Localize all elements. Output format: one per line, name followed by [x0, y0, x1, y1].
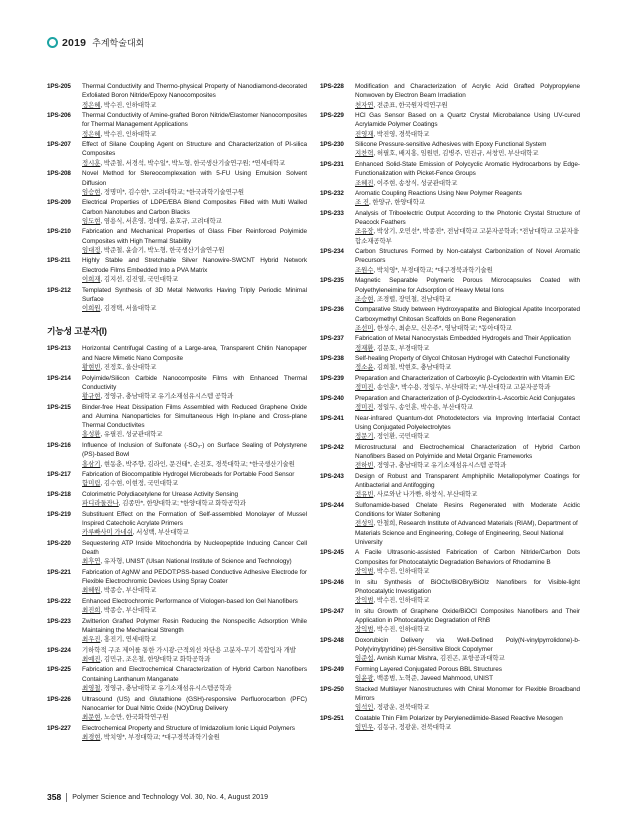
presenting-author: 최문현 [82, 714, 101, 722]
program-entry [47, 82, 307, 110]
entry-authors: 조혜진, 이주현, 송창식, 성균관대학교 [355, 179, 458, 187]
program-entry [47, 227, 307, 255]
entry-body [355, 636, 580, 664]
entry-body [82, 646, 307, 665]
entry-title: Sulfonamide-based Chelate Resins Regenerated with Moderate Acidic Conditions for Water Softening [355, 501, 580, 519]
entry-title: Fabrication of Biocompatible Hydrogel Microbeads for Portable Food Sensor [82, 471, 295, 479]
program-entry [47, 470, 307, 489]
presenting-author: 조원수 [355, 266, 374, 274]
presenting-author: 임준섭 [355, 655, 374, 663]
entry-body [355, 209, 580, 246]
entry-authors: 임윤광, 백종범, 노혁준, Javeed Mahmood, UNIST [355, 675, 493, 683]
program-entry [320, 607, 580, 635]
presenting-author: 장익범 [355, 568, 374, 576]
presenting-author: 조선미 [355, 324, 374, 332]
entry-body [355, 247, 580, 275]
entry-authors: 임승현, 정명미*, 김수현*, 고려대학교; *한국과학기술연구원 [82, 188, 244, 196]
program-entry [320, 443, 580, 471]
presenting-author: 임석인 [355, 704, 374, 712]
entry-authors: 지찬혁, 허필호, 배지홍, 임원빈, 김병주, 민진규, 서창민, 부산대학교 [355, 150, 539, 158]
entry-code: 1PS-244 [320, 501, 344, 509]
entry-body [82, 441, 307, 469]
entry-authors: 최우진, 홍진기, 연세대학교 [82, 636, 157, 644]
entry-authors: 최문현, 노승만, 한국화학연구원 [82, 714, 169, 722]
entry-code: 1PS-226 [47, 695, 71, 703]
entry-body [355, 714, 580, 733]
presenting-author: 정은혜 [82, 101, 101, 109]
presenting-author: 정미진 [355, 384, 374, 392]
program-entry [320, 501, 580, 547]
entry-code: 1PS-247 [320, 607, 344, 615]
entry-code: 1PS-248 [320, 636, 344, 644]
entry-authors: 최진희, 박종승, 부산대학교 [82, 607, 157, 615]
entry-body [355, 501, 580, 547]
entry-body [82, 665, 307, 693]
entry-body [82, 169, 307, 197]
entry-code: 1PS-243 [320, 472, 344, 480]
entry-code: 1PS-214 [47, 374, 71, 382]
page-number: 358 [47, 792, 62, 802]
entry-body [82, 344, 307, 372]
header-title: 추계학술대회 [92, 38, 145, 48]
program-entry [47, 374, 307, 402]
presenting-author: 함미림 [82, 480, 101, 488]
entry-code: 1PS-208 [47, 170, 71, 178]
entry-title: Self-healing Property of Glycol Chitosan Hydrogel with Catechol Functionality [355, 355, 570, 363]
presenting-author: 최혜원 [82, 587, 101, 595]
entry-body [82, 539, 307, 567]
entry-title: Forming Layered Conjugated Porous BBL Structures [355, 665, 502, 673]
entry-body [82, 111, 307, 139]
program-entry [320, 160, 580, 188]
entry-title: Coatable Thin Film Polarizer by Perylenediimide-Based Reactive Mesogen [355, 714, 563, 722]
entry-authors: 임도현, 염용식, 서흔영, 정대영, 윤호규, 고려대학교 [82, 217, 222, 225]
entry-title: Electrical Properties of LDPE/EBA Blend Composites Filled with Multi Walled Carbon Nanotubes and Carbon Blacks [82, 199, 307, 216]
entry-body [355, 472, 580, 500]
entry-body [355, 111, 580, 139]
entry-title: Doxorubicin Delivery via Well-Defined Poly(N-vinylpyrrolidone)-b-Poly(vinylpyridine) pH-Sensitive Block Copolymer [355, 636, 580, 653]
entry-title: In situ Growth of Graphene Oxide/BiOCl Composites Nanofibers and Their Application in Photocatalytic Degradation of RhB [355, 607, 580, 624]
entry-code: 1PS-232 [320, 190, 344, 198]
entry-body [82, 403, 307, 440]
entry-authors: 카루빠사미 가네쉬, 서성백, 부산대학교 [82, 529, 189, 537]
entry-code: 1PS-237 [320, 335, 344, 343]
entry-authors: 홍삼기, 현동춘, 박주향, 김라인, 문건태*, 손진호, 경북대학교; *한국생산기술원 [82, 460, 295, 468]
program-entry [47, 344, 307, 372]
presenting-author: 지찬혁 [355, 150, 374, 158]
program-entry [47, 617, 307, 645]
entry-authors: 최경현, 박치영*, 부경대학교; *대구경북과학기술원 [82, 733, 220, 741]
entry-title: Near-infrared Quantum-dot Photodetectors via Improving Interfacial Contact Using Conjugated Polyelectrolytes [355, 414, 580, 431]
presenting-author: 최예진 [82, 656, 101, 663]
entry-title: Electrochemical Property and Structure of Imidazolium Ionic Liquid Polymers [82, 724, 295, 732]
presenting-author: 정미진 [355, 404, 374, 412]
entry-code: 1PS-234 [320, 248, 344, 256]
entry-title: Microstructural and Electrochemical Characterization of Hybrid Carbon Nanofibers Based on Polyimide and Metal Organic Frameworks [355, 443, 580, 460]
entry-code: 1PS-212 [47, 286, 71, 294]
entry-authors: 정문기, 정인환, 국민대학교 [355, 433, 430, 441]
entry-title: A Facile Ultrasonic-assisted Fabrication of Carbon Nitride/Carbon Dots Composites for Photocatalytic Degradation Behaviors of Rhodamine B [355, 549, 580, 566]
program-entry [47, 665, 307, 693]
entry-title: Effect of Silane Coupling Agent on Structure and Characterization of PI-silica Composites [82, 141, 307, 158]
footer-divider [66, 793, 67, 802]
entry-body [82, 140, 307, 168]
program-entry [47, 510, 307, 538]
entry-authors: 정시훈, 박준철, 서경석, 박수일*, 박노형, 한국생산기술연구원; *연세대학교 [82, 159, 286, 167]
entry-body [355, 607, 580, 635]
entry-code: 1PS-224 [47, 646, 71, 654]
entry-body [82, 568, 307, 596]
presenting-author: 최영철 [82, 685, 101, 693]
entry-code: 1PS-246 [320, 578, 344, 586]
entry-body [355, 665, 580, 684]
entry-code: 1PS-211 [47, 257, 71, 265]
entry-body [82, 256, 307, 284]
presenting-author: 정문기 [355, 433, 374, 441]
program-entry [320, 334, 580, 353]
presenting-author: 최우진 [82, 636, 101, 644]
entry-code: 1PS-218 [47, 490, 71, 498]
presenting-author: 임대정 [82, 246, 101, 254]
entry-body [82, 286, 307, 314]
entry-authors: 임석인, 정광운, 전북대학교 [355, 704, 430, 712]
entry-body [82, 597, 307, 616]
entry-code: 1PS-219 [47, 510, 71, 518]
entry-authors: 전성익, 안철희, Research Institute of Advanced Materials (RIAM), Department of Materials Science and Engineering, College of Engineering, Seoul National University [355, 520, 578, 546]
entry-authors: 정은혜, 박수진, 인하대학교 [82, 130, 157, 138]
entry-title: Silicone Pressure-sensitive Adhesives with Epoxy Functional System [355, 141, 547, 149]
entry-authors: 천자연, 전준표, 한국원자력연구원 [355, 101, 448, 109]
program-entry [47, 490, 307, 509]
entry-code: 1PS-225 [47, 666, 71, 674]
entry-authors: 최혜원, 박종승, 부산대학교 [82, 587, 157, 595]
entry-title: Thermal Conductivity of Amine-grafted Boron Nitride/Elastomer Nanocomposites for Thermal Management Applications [82, 112, 307, 129]
program-entry [320, 685, 580, 713]
program-entry [320, 209, 580, 246]
entry-authors: 최예진, 김민규, 조은철, 한양대학교 화학공학과 [82, 656, 211, 663]
program-entry [320, 548, 580, 576]
entry-code: 1PS-233 [320, 209, 344, 217]
program-entry [320, 354, 580, 373]
entry-title: Fabrication and Electrochemical Characterization of Hybrid Carbon Nanofibers Containing Lanthanum Manganate [82, 666, 307, 683]
entry-code: 1PS-213 [47, 345, 71, 353]
entry-title: Thermal Conductivity and Thermo-physical Property of Nanodiamond-decorated Exfoliated Boron Nitride/Epoxy Nanocomposites [82, 83, 307, 100]
entry-code: 1PS-241 [320, 414, 344, 422]
entry-code: 1PS-217 [47, 471, 71, 479]
entry-code: 1PS-242 [320, 443, 344, 451]
entry-code: 1PS-229 [320, 112, 344, 120]
presenting-author: 정재환 [355, 344, 374, 352]
entry-title: Comparative Study between Hydroxyapatite and Biological Apatite Incorporated Carboxymethyl Chitosan Scaffolds on Bone Regeneration [355, 306, 580, 323]
presenting-author: 조유장 [355, 228, 374, 236]
program-entry [47, 111, 307, 139]
entry-code: 1PS-222 [47, 597, 71, 605]
entry-title: Ultrasound (US) and Glutathione (GSH)-responsive Perfluorocarbon (PFC) Nanocarrier for Dual Nitric Oxide (NO)/Drug Delivery [82, 695, 307, 712]
entry-body [82, 227, 307, 255]
entry-code: 1PS-231 [320, 160, 344, 168]
entry-body [355, 140, 580, 159]
presenting-author: 홍삼기 [82, 460, 101, 468]
program-entry [47, 597, 307, 616]
entry-body [82, 490, 307, 509]
program-entry [320, 140, 580, 159]
entry-code: 1PS-209 [47, 199, 71, 207]
program-entry [320, 276, 580, 304]
program-entry [320, 305, 580, 333]
program-entry [47, 646, 307, 665]
entry-code: 1PS-220 [47, 539, 71, 547]
entry-title: Fabrication and Mechanical Properties of Glass Fiber Reinforced Polyimide Composites with High Thermal Stability [82, 228, 307, 245]
entry-title: Highly Stable and Stretchable Silver Nanowire-SWCNT Hybrid Network Electrode Films Embedded Into a PVA Matrix [82, 257, 307, 274]
entry-authors: 황현빈, 진정호, 울산대학교 [82, 364, 157, 372]
program-entry [320, 247, 580, 275]
entry-title: Horizontal Centrifugal Casting of a Large-area, Transparent Chitin Nanopaper and Nacre Mimetic Nano Composite [82, 345, 307, 362]
entry-authors: 전유빈, 사로와난 나가빤, 하창식, 부산대학교 [355, 491, 478, 499]
entry-body [82, 695, 307, 723]
entry-authors: 조승현, 조경렬, 장민철, 전남대학교 [355, 295, 452, 303]
presenting-author: 임도현 [82, 217, 101, 225]
entry-authors: 조유장, 박상기, 오민선*, 박종진*, 전남대학교 고분자공학과; *전남대학교 고분자융합소재공학부 [355, 228, 579, 245]
entry-authors: 황규현, 정영규, 충남대학교 유기소재섬유시스템 공학과 [82, 393, 234, 401]
entry-body [355, 160, 580, 188]
left-column [47, 82, 307, 743]
entry-title: Modification and Characterization of Acrylic Acid Grafted Polypropylene Nonwoven by Electron Beam Irradiation [355, 83, 580, 100]
presenting-author: 임민우 [355, 723, 374, 731]
entry-body [355, 276, 580, 304]
entry-title: Fabrication of Metal Nanocrystals Embedded Hydrogels and Their Application [355, 335, 571, 343]
entry-code: 1PS-239 [320, 374, 344, 382]
program-entry [47, 256, 307, 284]
presenting-author: 파디라둘잔나 [82, 500, 119, 508]
entry-code: 1PS-223 [47, 617, 71, 625]
program-entry [47, 140, 307, 168]
entry-body [82, 470, 307, 489]
entry-title: Design of Robust and Transparent Amphiphilic Metallopolymer Coatings for Antibacterial and Antifogging [355, 472, 580, 489]
entry-authors: 임대정, 박준철, 윤슬기, 박노형, 한국생산기술연구원 [82, 246, 225, 254]
entry-authors: 이희재, 김지선, 김진열, 국민대학교 [82, 276, 179, 284]
entry-title: Preparation and Characterization of β-Cyclodextrin-L-Ascorbic Acid Conjugates [355, 394, 576, 402]
entry-title: Zwitterion Grafted Polymer Resin Reducing the Nonspecific Adsorption While Maintaining the Mechanical Strength [82, 617, 307, 634]
entry-authors: 파디라둘잔나, 김종만*, 한양대학교; *한양대학교 화학공학과 [82, 500, 246, 508]
entry-authors: 장익범, 박수진, 인하대학교 [355, 626, 430, 634]
entry-code: 1PS-240 [320, 394, 344, 402]
program-entry [47, 403, 307, 440]
entry-code: 1PS-210 [47, 228, 71, 236]
program-entry [320, 714, 580, 733]
entry-authors: 정소윤, 김희철, 박현호, 충남대학교 [355, 364, 452, 372]
presenting-author: 황규현 [82, 393, 101, 401]
entry-title: Enhanced Solid-State Emission of Polycyclic Aromatic Hydrocarbons by Edge-Functionalization with Picket-Fence Groups [355, 160, 580, 178]
header-year: 2019 [62, 36, 87, 49]
presenting-author: 정소윤 [355, 364, 374, 372]
entry-code: 1PS-249 [320, 665, 344, 673]
entry-title: In situ Synthesis of BiOClx/BiOBry/BiOIz Nanofibers for Visible-light Photocatalytic Investigation [355, 578, 580, 595]
entry-authors: 조선미, 한성수, 최순모, 신은주*, 영남대학교; *동아대학교 [355, 324, 512, 332]
entry-body [82, 82, 307, 110]
presenting-author: 조혜진 [355, 179, 374, 187]
entry-authors: 전하빈, 정영규, 충남대학교 유기소재섬유시스템 공학과 [355, 462, 507, 470]
entry-title: Substituent Effect on the Formation of Self-assembled Monolayer of Mussel Inspired Catecholic Acrylate Primers [82, 510, 307, 527]
presenting-author: 천자연 [355, 101, 374, 109]
right-column [320, 82, 580, 743]
entry-title: Preparation and Characterization of Carboxylic β-Cyclodextrin with Vitamin E/C [355, 374, 575, 382]
program-entry [47, 198, 307, 226]
entry-title: Analysis of Triboelectric Output According to the Photonic Crystal Structure of Peacock Feathers [355, 209, 580, 227]
entry-code: 1PS-221 [47, 568, 71, 576]
presenting-author: 정시훈 [82, 159, 101, 167]
entry-code: 1PS-227 [47, 724, 71, 732]
entry-body [355, 189, 580, 208]
entry-code: 1PS-207 [47, 141, 71, 149]
presenting-author: 최경현 [82, 733, 101, 741]
program-entry [47, 724, 307, 743]
program-entry [320, 578, 580, 606]
program-entry [320, 374, 580, 393]
entry-body [355, 82, 580, 110]
entry-authors: 진영재, 박진영, 경북대학교 [355, 130, 430, 138]
program-entry [320, 111, 580, 139]
program-entry [320, 472, 580, 500]
entry-body [355, 685, 580, 713]
presenting-author: 장익범 [355, 626, 374, 634]
presenting-author: 카루빠사미 가네쉬 [82, 529, 133, 537]
entry-title: Enhanced Electrochromic Performance of Viologen-based Ion Gel Nanofibers [82, 597, 298, 605]
entry-body [82, 510, 307, 538]
entry-body [355, 374, 580, 393]
entry-code: 1PS-251 [320, 714, 344, 722]
entry-authors: 조 진, 한양규, 한양대학교 [355, 199, 425, 207]
entry-title: HCl Gas Sensor Based on a Quartz Crystal Microbalance Using UV-cured Acrylamide Polymer Coatings [355, 112, 580, 129]
program-entry [320, 394, 580, 413]
entry-authors: 최영철, 정영규, 충남대학교 유기소재섬유시스템공학과 [82, 685, 232, 693]
entry-title: Colorimetric Polydiacetylene for Urease Activity Sensing [82, 490, 238, 498]
presenting-author: 전유빈 [355, 491, 374, 499]
entry-authors: 임준섭, Avnish Kumar Mishra, 김진곤, 포항공과대학교 [355, 655, 505, 663]
session-section-title: 기능성 고분자(I) [47, 326, 107, 337]
program-entry [320, 636, 580, 664]
entry-code: 1PS-250 [320, 685, 344, 693]
entry-body [82, 198, 307, 226]
journal-citation: Polymer Science and Technology Vol. 30, No. 4, August 2019 [72, 793, 269, 801]
entry-body [355, 443, 580, 471]
presenting-author: 최후연 [82, 558, 101, 566]
program-entry [47, 539, 307, 567]
entry-code: 1PS-238 [320, 355, 344, 363]
page-footer [47, 792, 268, 802]
entry-title: Influence of Inclusion of Sulfonate (-SO₃-) on Surface Sealing of Polystyrene (PS)-based Bowl [82, 441, 307, 459]
entry-authors: 이희원, 김경택, 서울대학교 [82, 305, 157, 313]
program-entry [320, 665, 580, 684]
entry-code: 1PS-215 [47, 403, 71, 411]
entry-code: 1PS-236 [320, 306, 344, 314]
program-entry [47, 169, 307, 197]
presenting-author: 홍성환 [82, 431, 101, 439]
presenting-author: 조승현 [355, 295, 374, 303]
entry-body [355, 354, 580, 373]
entry-code: 1PS-206 [47, 112, 71, 120]
two-column-listing [47, 82, 580, 743]
entry-authors: 정재환, 김문호, 부경대학교 [355, 344, 430, 352]
entry-code: 1PS-245 [320, 549, 344, 557]
entry-authors: 정은혜, 박수진, 인하대학교 [82, 101, 157, 109]
entry-authors: 임민우, 김동규, 정광운, 전북대학교 [355, 723, 452, 731]
program-entry [47, 568, 307, 596]
presenting-author: 황현빈 [82, 364, 101, 372]
entry-body [355, 578, 580, 606]
entry-title: Stacked Multilayer Nanostructures with Chiral Monomer for Flexible Broadband Mirrors [355, 685, 580, 702]
entry-title: Sequestering ATP Inside Mitochondria by Nucleopeptide Inducing Cancer Cell Death [82, 539, 307, 556]
presenting-author: 이희원 [82, 305, 101, 313]
program-entry [47, 695, 307, 723]
entry-authors: 정미진, 송인훈*, 박수용, 정일두, 부산대학교; *부산대학교 고분자공학과 [355, 384, 551, 392]
entry-authors: 홍성환, 유필진, 성균관대학교 [82, 431, 163, 439]
entry-code: 1PS-216 [47, 441, 71, 449]
program-entry [47, 441, 307, 469]
conference-logo-icon [47, 37, 58, 48]
entry-body [355, 414, 580, 442]
presenting-author: 장익범 [355, 597, 374, 605]
entry-authors: 장익범, 박수진, 인하대학교 [355, 568, 430, 576]
presenting-author: 전성익 [355, 520, 374, 528]
entry-title: Templated Synthesis of 3D Metal Networks Having Triply Periodic Minimal Surface [82, 286, 307, 303]
entry-authors: 조원수, 박치영*, 부경대학교; *대구경북과학기술원 [355, 266, 493, 274]
entry-authors: 함미림, 김수현, 이현정, 국민대학교 [82, 480, 179, 488]
entry-body [355, 548, 580, 576]
entry-body [82, 617, 307, 645]
entry-body [82, 374, 307, 402]
program-entry [320, 189, 580, 208]
entry-body [355, 394, 580, 413]
entry-code: 1PS-205 [47, 83, 71, 90]
program-entry [320, 414, 580, 442]
entry-body [355, 305, 580, 333]
entry-authors: 장익범, 박수진, 인하대학교 [355, 597, 430, 605]
page-header [47, 36, 144, 49]
presenting-author: 최진희 [82, 607, 101, 615]
presenting-author: 이희재 [82, 276, 101, 284]
entry-code: 1PS-228 [320, 83, 344, 90]
presenting-author: 진영재 [355, 130, 374, 138]
entry-title: 기하학적 구조 제어를 통한 가시광-근적외선 차단용 고분자-무기 복합입자 개발 [82, 646, 296, 654]
presenting-author: 정은혜 [82, 130, 101, 138]
program-entry [47, 286, 307, 314]
presenting-author: 조 진 [355, 199, 369, 207]
entry-title: Magnetic Separable Polymeric Porous Microcapsules Coated with Polyethyleneimine for Adsorption of Heavy Metal Ions [355, 277, 580, 294]
entry-code: 1PS-230 [320, 141, 344, 149]
entry-title: Fabrication of AgNW and PEDOT:PSS-based Conductive Adhesive Electrode for Flexible Electrochromic Devices Using Spray Coater [82, 568, 307, 586]
entry-title: Carbon Structures Formed by Non-catalyst Carbonization of Novel Aromatic Precursors [355, 248, 580, 265]
presenting-author: 전하빈 [355, 462, 374, 470]
entry-title: Polyimide/Silicon Carbide Nanocomposite Films with Enhanced Thermal Conductivity [82, 374, 307, 391]
entry-authors: 정미진, 정일두, 송인훈, 박수용, 부산대학교 [355, 404, 473, 412]
entry-title: Binder-free Heat Dissipation Films Assembled with Reduced Graphene Oxide and Alumina Nanoparticles for Simultaneous High In-plane and Cross-plane Thermal Conductivites [82, 403, 307, 430]
presenting-author: 임승현 [82, 188, 101, 196]
presenting-author: 임윤광 [355, 675, 374, 683]
entry-body [82, 724, 307, 743]
program-entry [320, 82, 580, 110]
entry-title: Novel Method for Stereocomplexation with 5-FU Using Emulsion Solvent Diffusion [82, 170, 307, 187]
entry-title: Aromatic Coupling Reactions Using New Polymer Reagents [355, 190, 522, 198]
entry-authors: 최후연, 유자형, UNIST (Ulsan National Institute of Science and Technology) [82, 558, 292, 566]
entry-code: 1PS-235 [320, 277, 344, 285]
entry-body [355, 334, 580, 353]
